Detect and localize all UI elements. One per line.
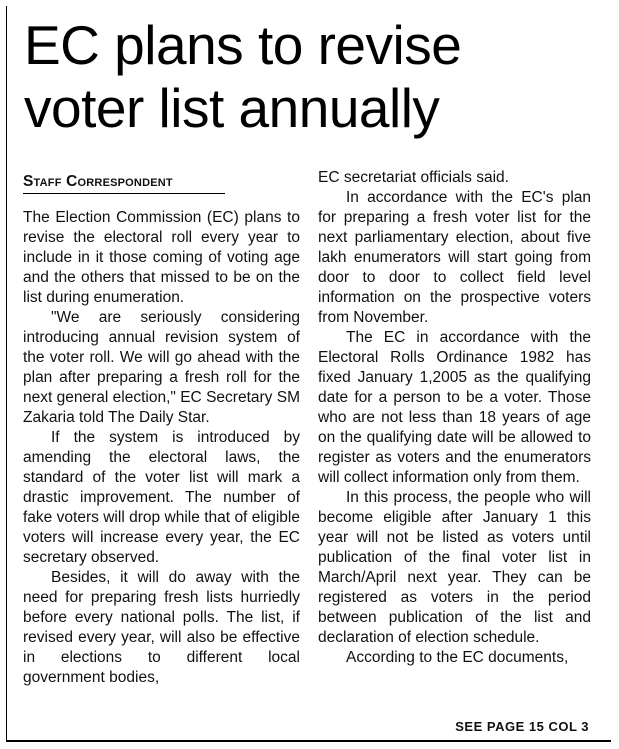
paragraph: Besides, it will do away with the need for preparing fresh lists hurriedly before every national polls. The list, if revised every year, will also be effective in elections to different local government bodies,	[23, 569, 300, 686]
paragraph: "We are seriously considering introducing annual revision system of the voter roll. We will go ahead with the plan after preparing a fresh roll for the next general election," EC Secretary SM Zakaria told The Daily Star.	[23, 309, 300, 426]
continuation-jump-line: SEE PAGE 15 COL 3	[455, 719, 589, 734]
headline	[24, 14, 614, 140]
byline: Staff Correspondent	[23, 172, 225, 194]
paragraph: EC secretariat officials said.	[318, 169, 509, 186]
paragraph: The EC in accordance with the Electoral Rolls Ordinance 1982 has fixed January 1,2005 as the qualifying date for a person to be a voter. Those who are not less than 18 years of age on the qualifying date will be allowed to register as voters and the enumerators will collect information only from them.	[318, 329, 591, 486]
paragraph: In this process, the people who will become eligible after January 1 this year will not be listed as voters until publication of the final voter list in March/April next year. They can be registered as voters in the period between publication of the list and declaration of election schedule.	[318, 489, 591, 646]
paragraph: According to the EC documents,	[346, 649, 569, 666]
bottom-rule	[6, 740, 611, 742]
paragraph: In accordance with the EC's plan for preparing a fresh voter list for the next parliamentary election, about five lakh enumerators will start going from door to door to collect field level information on the prospective voters from November.	[318, 189, 591, 326]
paragraph: If the system is introduced by amending the electoral laws, the standard of the voter list will mark a drastic improvement. The number of fake voters will drop while that of eligible voters will increase every year, the EC secretary observed.	[23, 429, 300, 566]
paragraph: The Election Commission (EC) plans to revise the electoral roll every year to include in it those coming of voting age and the others that missed to be on the list during enumeration.	[23, 209, 300, 306]
left-column-rule	[6, 6, 7, 741]
left-column	[23, 172, 300, 688]
right-column	[318, 168, 591, 668]
headline-line-2: voter list annually	[24, 77, 440, 139]
headline-line-1: EC plans to revise	[24, 14, 462, 76]
